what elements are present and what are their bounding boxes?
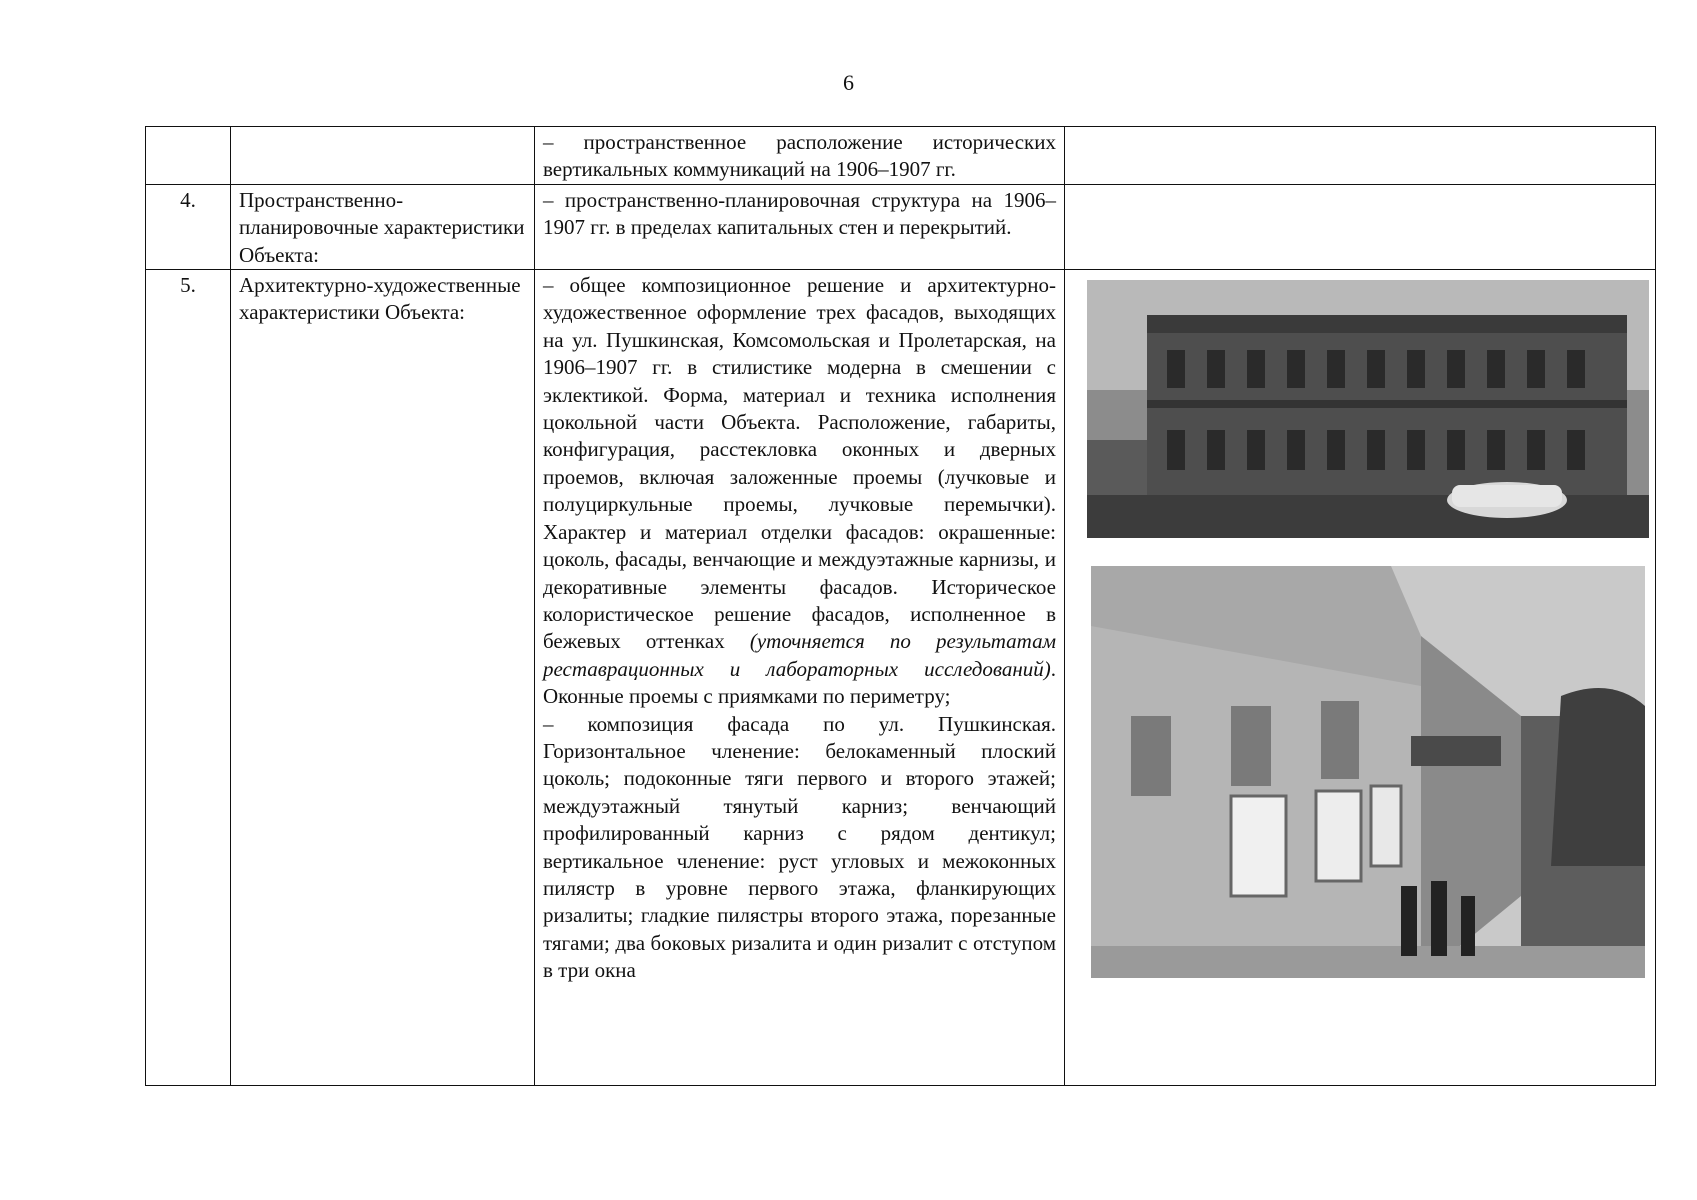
page-number: 6 (843, 70, 854, 95)
row-number: 4. (146, 184, 231, 269)
table-row (146, 127, 1656, 185)
building-photo-corner-view (1091, 566, 1645, 978)
building-photo-street-view (1087, 280, 1649, 538)
characteristics-table (145, 126, 1656, 1086)
row-number: 5. (146, 270, 231, 1086)
row-description: – пространственное расположение исторических вертикальных коммуникаций на 1906–1907 гг. (535, 127, 1065, 185)
description-paragraph: – композиция фасада по ул. Пушкинская. Горизонтальное членение: белокаменный плоский цоколь; подоконные тяги первого и второго этажей; междуэтажный тянутый карниз; венчающий профилированный карниз с рядом дентикул; вертикальное членение: руст угловых и межоконных пилястр в уровне первого этажа, фланкирующих ризалиты; гладкие пилястры второго этажа, порезанные тягами; два боковых ризалита и один ризалит с отступом в три окна (543, 711, 1056, 983)
table-row (146, 184, 1656, 269)
row-photos (1065, 127, 1656, 185)
row-number (146, 127, 231, 185)
row-name: Пространственно-планировочные характеристики Объекта: (231, 184, 535, 269)
row-photos (1065, 184, 1656, 269)
description-italic-note: (уточняется по результатам реставрационных и лабораторных исследований) (543, 629, 1056, 681)
description-text: – общее композиционное решение и архитектурно-художественное оформление трех фасадов, выходящих на ул. Пушкинская, Комсомольская и Пролетарская, на 1906–1907 гг. в стилистике модерна в смешении с эклектикой. Форма, материал и техника исполнения цокольной части Объекта. Расположение, габариты, конфигурация, расстекловка оконных и дверных проемов, включая заложенные проемы (лучковые и полуциркульные проемы, лучковые перемычки). Характер и материал отделки фасадов: окрашенные: цоколь, фасады, венчающие и междуэтажные карнизы, и декоративные элементы фасадов. Историческое колористическое решение фасадов, исполненное в бежевых оттенках (543, 273, 1056, 654)
row-name (231, 127, 535, 185)
description-text: . Оконные проемы с приямками по периметру; (543, 656, 1056, 709)
description-paragraph (543, 272, 1056, 711)
row-photos (1065, 270, 1656, 1086)
row-description: – пространственно-планировочная структура на 1906–1907 гг. в пределах капитальных стен и перекрытий. (535, 184, 1065, 269)
table-row (146, 270, 1656, 1086)
row-name: Архитектурно-художественные характеристики Объекта: (231, 270, 535, 1086)
row-description (535, 270, 1065, 1086)
